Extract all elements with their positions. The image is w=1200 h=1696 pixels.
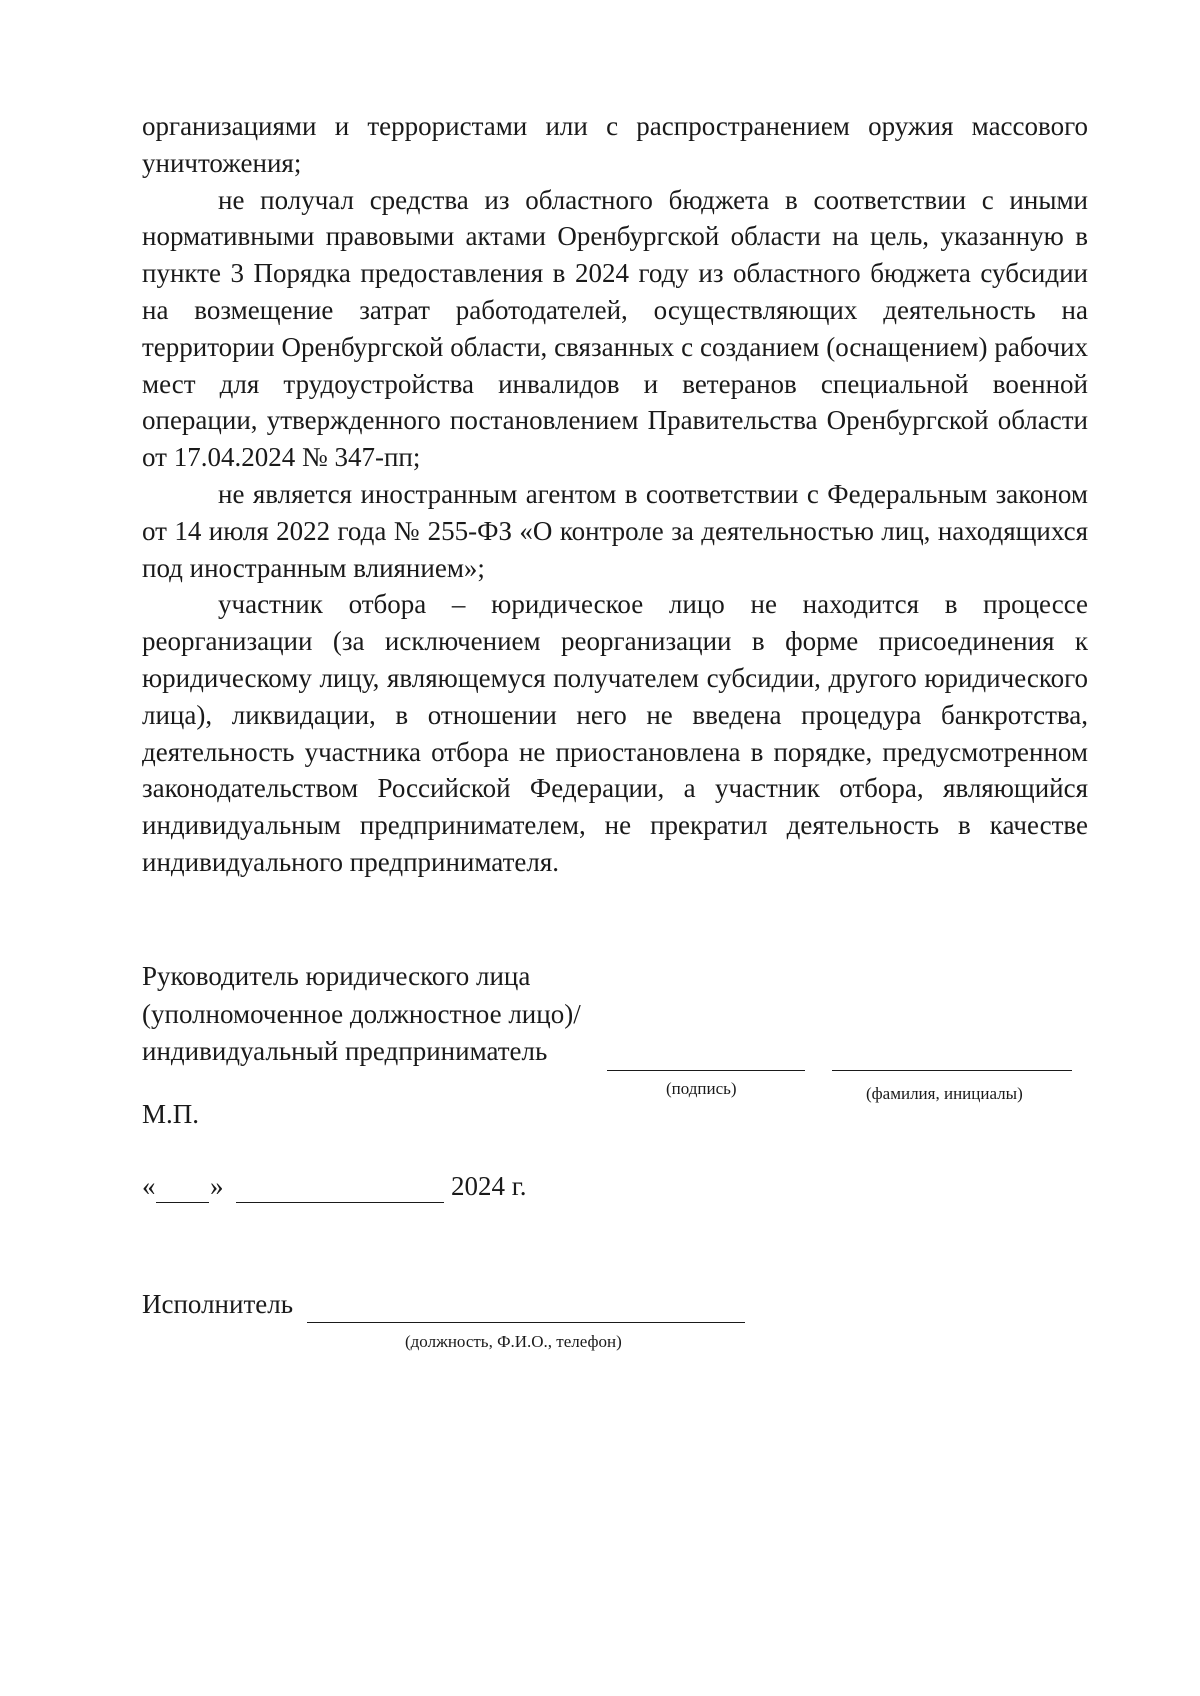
paragraph-reorganization: участник отбора – юридическое лицо не находится в процессе реорганизации (за исключением реорганизации в форме присоединения к юридическому лицу, являющемуся получателем субсидии, другого юридического лица), ликвидации, в отношении него не введена процедура банкротства, деятельность участника отбора не приостановлена в порядке, предусмотренном законодательством Российской Федерации, а участник отбора, являющийся индивидуальным предпринимателем, не прекратил деятельность в качестве индивидуального предпринимателя. [142,589,1088,877]
executor-caption: (должность, Ф.И.О., телефон) [405,1332,622,1351]
signatory-block [142,958,581,1071]
month-line [236,1202,444,1203]
paragraph-budget-funds: не получал средства из областного бюджета в соответствии с иными нормативными правовыми актами Оренбургской области на цель, указанную в пункте 3 Порядка предоставления в 2024 году из областного бюджета субсидии на возмещение затрат работодателей, осуществляющих деятельность на территории Оренбургской области, связанных с созданием (оснащением) рабочих мест для трудоустройства инвалидов и ветеранов специальной военной операции, утвержденного постановлением Правительства Оренбургской области от 17.04.2024 № 347-пп; [142,184,1088,473]
paragraph-foreign-agent: не является иностранным агентом в соответствии с Федеральным законом от 14 июля 2022 года № 255-ФЗ «О контроле за деятельностью лиц, находящихся под иностранным влиянием»; [142,478,1088,583]
day-line [156,1202,209,1203]
document-body [142,108,1088,881]
signature-caption: (подпись) [666,1079,737,1098]
signature-line [607,1070,805,1071]
paragraph-continuation: организациями и террористами или с распространением оружия массового уничтожения; [142,111,1088,178]
signatory-line-2: (уполномоченное должностное лицо)/ [142,998,581,1029]
date-year: 2024 г. [451,1171,527,1201]
name-line [832,1070,1072,1071]
executor-line [307,1322,745,1323]
signatory-line-3: индивидуальный предприниматель [142,1036,548,1066]
signatory-line-1: Руководитель юридического лица [142,961,531,991]
executor-label: Исполнитель [142,1289,294,1319]
date-open-quote: « [142,1171,156,1201]
date-close-quote: » [210,1171,224,1201]
name-caption: (фамилия, инициалы) [866,1084,1023,1103]
stamp-place-label: М.П. [142,1099,200,1129]
